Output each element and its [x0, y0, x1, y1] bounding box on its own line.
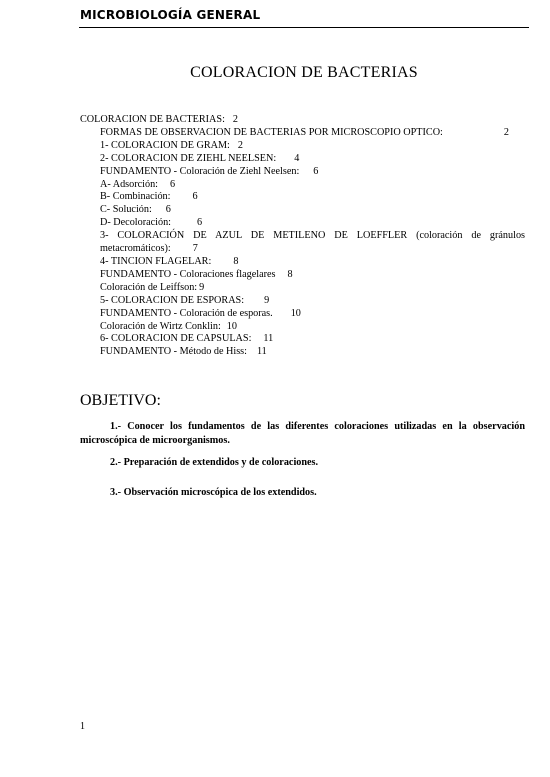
toc-page-number: 4: [294, 152, 300, 164]
toc-page-number: 10: [226, 320, 237, 332]
toc-page-number: 2: [237, 139, 243, 151]
toc-page-number: 2: [503, 126, 509, 138]
toc-entry[interactable]: FUNDAMENTO - Método de Hiss: 11: [100, 346, 267, 358]
toc-entry[interactable]: 5- COLORACION DE ESPORAS: 9: [100, 294, 270, 306]
toc-entry[interactable]: FUNDAMENTO - Coloración de esporas. 10: [100, 307, 301, 319]
toc-page-number: 10: [290, 307, 301, 319]
toc-entry[interactable]: 4- TINCION FLAGELAR: 8: [100, 255, 239, 267]
toc-entry[interactable]: 6- COLORACION DE CAPSULAS: 11: [100, 333, 274, 345]
header-rule: [79, 27, 529, 28]
objective-item: 2.- Preparación de extendidos y de coloraciones.: [110, 457, 319, 468]
toc-entry[interactable]: COLORACION DE BACTERIAS: 2: [80, 114, 238, 125]
toc-page-number: 8: [287, 268, 293, 280]
table-of-contents: [80, 114, 525, 359]
toc-entry[interactable]: C- Solución: 6: [100, 204, 171, 216]
toc-entry[interactable]: FUNDAMENTO - Coloraciones flagelares 8: [100, 268, 293, 280]
toc-page-number: 11: [263, 333, 274, 345]
toc-entry[interactable]: 3- COLORACIÓN DE AZUL DE METILENO DE LOEFFLER (coloración de gránulos metacromáticos): 7: [100, 230, 525, 255]
toc-page-number: 2: [232, 114, 238, 125]
toc-entry[interactable]: 2- COLORACION DE ZIEHL NEELSEN: 4: [100, 152, 300, 164]
running-header: MICROBIOLOGÍA GENERAL: [80, 8, 261, 22]
toc-entry[interactable]: D- Decoloración: 6: [100, 217, 203, 229]
objective-item: 3.- Observación microscópica de los extendidos.: [110, 487, 317, 498]
toc-page-number: 6: [170, 178, 176, 190]
document-title: COLORACION DE BACTERIAS: [190, 64, 418, 81]
page-number: 1: [80, 721, 85, 732]
toc-page-number: 7: [192, 243, 198, 255]
toc-entry[interactable]: FUNDAMENTO - Coloración de Ziehl Neelsen: 6: [100, 165, 319, 177]
toc-entry[interactable]: A- Adsorción: 6: [100, 178, 176, 190]
objective-item: 1.- Conocer los fundamentos de las diferentes coloraciones utilizadas en la observación microscópica de microorganismos.: [80, 421, 525, 446]
toc-page-number: 6: [165, 204, 171, 216]
objective-heading: OBJETIVO:: [80, 392, 161, 409]
toc-page-number: 9: [199, 281, 205, 293]
toc-page-number: 6: [197, 217, 203, 229]
toc-page-number: 6: [192, 191, 198, 203]
toc-page-number: 6: [313, 165, 319, 177]
toc-page-number: 8: [233, 255, 239, 267]
toc-entry[interactable]: 1- COLORACION DE GRAM: 2: [100, 139, 243, 151]
toc-entry[interactable]: B- Combinación: 6: [100, 191, 198, 203]
toc-entry[interactable]: Coloración de Wirtz Conklin: 10: [100, 320, 237, 332]
toc-page-number: 11: [256, 346, 267, 358]
toc-entry[interactable]: FORMAS DE OBSERVACION DE BACTERIAS POR MICROSCOPIO OPTICO: 2: [100, 126, 509, 138]
toc-page-number: 9: [264, 294, 270, 306]
toc-entry[interactable]: Coloración de Leiffson: 9: [100, 281, 205, 293]
